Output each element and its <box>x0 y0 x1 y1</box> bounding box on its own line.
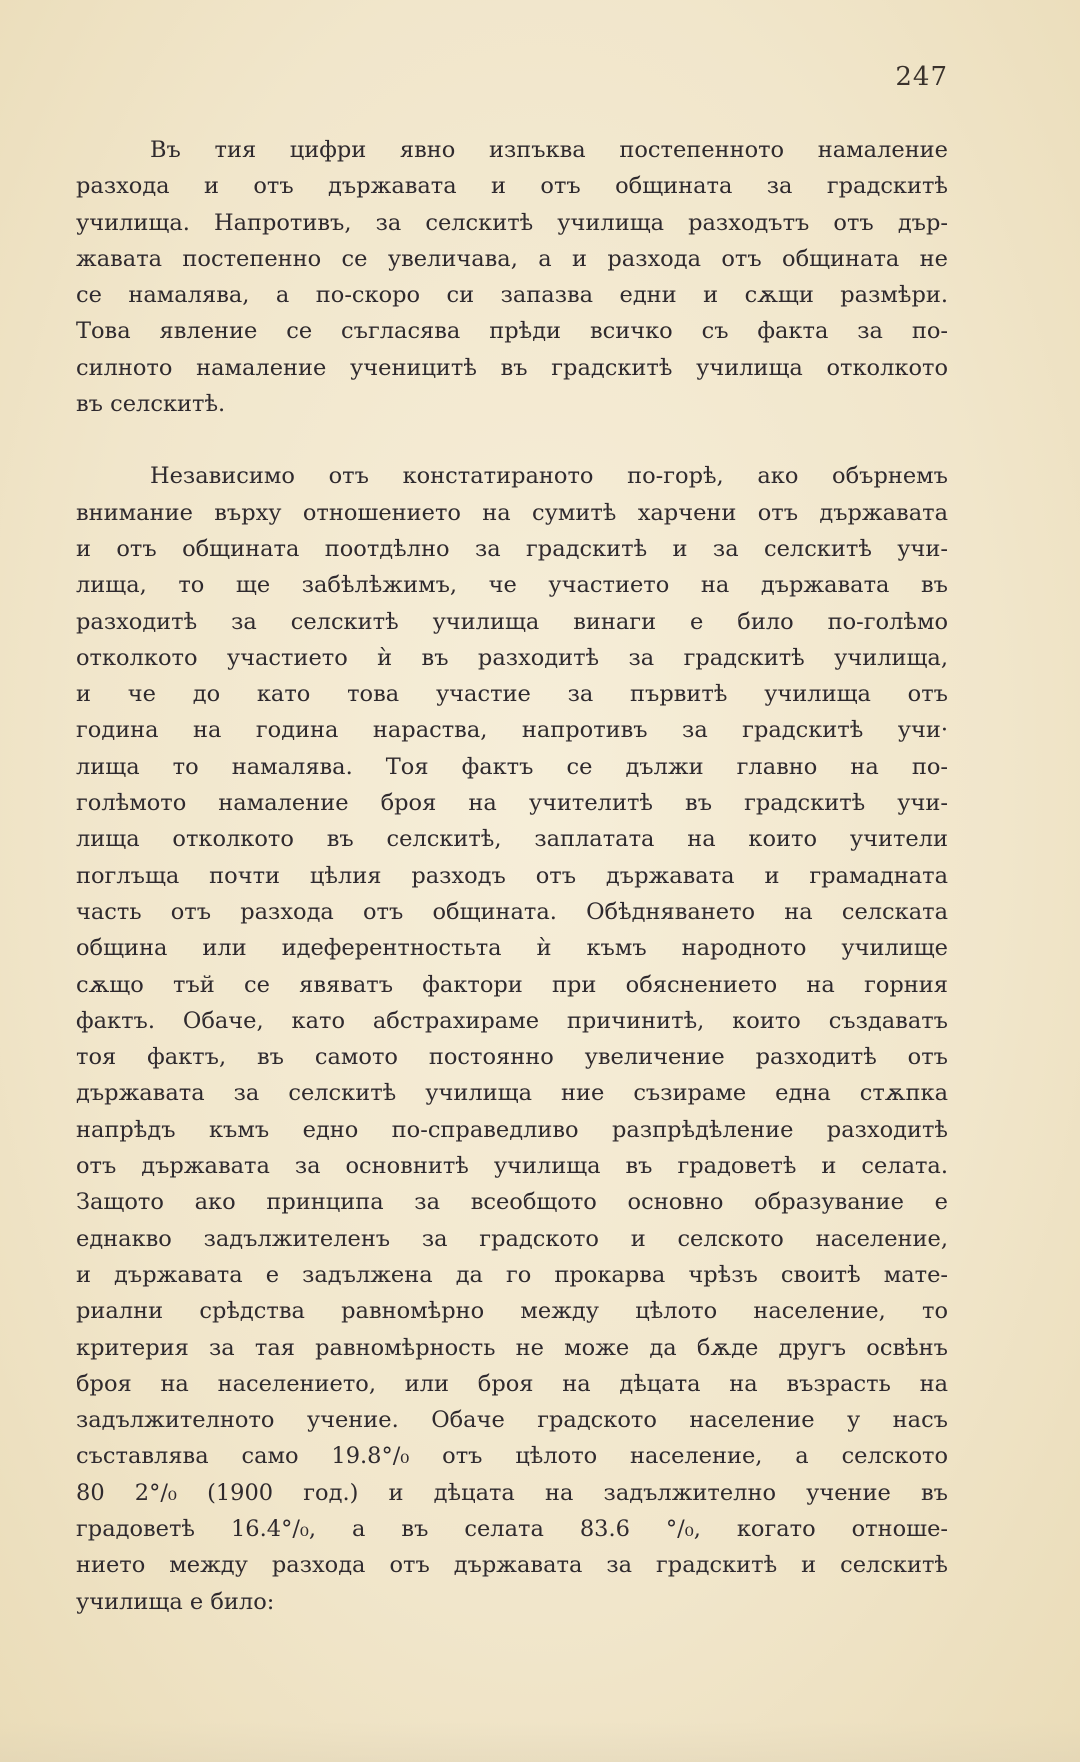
text-line: внимание върху отношението на сумитѣ харчени отъ държавата <box>76 499 948 526</box>
text-line: отколкото участието ѝ въ разходитѣ за градскитѣ училища, <box>76 644 948 671</box>
text-line: лища, то ще забѣлѣжимъ, че участието на държавата въ <box>76 572 948 599</box>
paragraph-1 <box>76 132 948 422</box>
text-line: броя на населението, или броя на дѣцата на възрасть на <box>76 1370 948 1397</box>
text-line: градоветѣ 16.4°/₀, а въ селата 83.6 °/₀, когато отноше- <box>76 1515 948 1542</box>
text-line: Въ тия цифри явно изпъква постепенното намаление <box>150 137 948 163</box>
text-line: 80 2°/₀ (1900 год.) и дѣцата на задължително учение въ <box>76 1479 948 1506</box>
text-line: Това явление се съгласява прѣди всичко съ факта за по- <box>76 318 948 345</box>
text-line: поглъща почти цѣлия разходъ отъ държавата и грамадната <box>76 862 948 889</box>
text-line: задължителното учение. Обаче градското население у насъ <box>76 1407 948 1434</box>
text-line: риални срѣдства равномѣрно между цѣлото население, то <box>76 1298 948 1325</box>
text-line: лища отколкото въ селскитѣ, заплатата на които учители <box>76 826 948 853</box>
text-line: Независимо отъ констатираното по-горѣ, ако обърнемъ <box>150 463 948 490</box>
text-line: силното намаление ученицитѣ въ градскитѣ училища отколкото <box>76 354 948 381</box>
text-line: часть отъ разхода отъ общината. Обѣдняването на селската <box>76 898 948 925</box>
text-line: училища. Напротивъ, за селскитѣ училища разходътъ отъ дър- <box>76 209 948 236</box>
text-line: училища е било: <box>76 1588 275 1615</box>
text-line: община или идеферентностьта ѝ къмъ народното училище <box>76 935 948 962</box>
text-line: разходитѣ за селскитѣ училища винаги е било по-голѣмо <box>76 608 948 635</box>
text-line: отъ държавата за основнитѣ училища въ градоветѣ и селата. <box>76 1153 948 1180</box>
text-line: разхода и отъ държавата и отъ общината за градскитѣ <box>76 173 948 200</box>
bleed-through-shadow <box>0 1722 1080 1762</box>
text-line: се намалява, а по-скоро си запазва едни и сѫщи размѣри. <box>76 282 948 309</box>
text-line: напрѣдъ къмъ едно по-справедливо разпрѣдѣление разходитѣ <box>76 1116 948 1143</box>
text-line: еднакво задължителенъ за градското и селското население, <box>76 1225 948 1252</box>
page-number: 247 <box>895 62 948 92</box>
text-line: година на година нараства, напротивъ за градскитѣ учи· <box>76 717 948 744</box>
text-line: лища то намалява. Тоя фактъ се дължи главно на по- <box>76 753 948 780</box>
text-line: критерия за тая равномѣрность не може да бѫде другъ освѣнъ <box>76 1334 948 1361</box>
text-line: голѣмото намаление броя на учителитѣ въ градскитѣ учи- <box>76 790 948 817</box>
text-line: съставлява само 19.8°/₀ отъ цѣлото население, а селското <box>76 1443 948 1470</box>
text-line: въ селскитѣ. <box>76 391 226 418</box>
text-line: нието между разхода отъ държавата за градскитѣ и селскитѣ <box>76 1552 948 1579</box>
text-line: и отъ общината поотдѣлно за градскитѣ и за селскитѣ учи- <box>76 535 948 562</box>
text-line: сѫщо тъй се явяватъ фактори при обяснението на горния <box>76 971 948 998</box>
text-line: фактъ. Обаче, като абстрахираме причинитѣ, които създаватъ <box>76 1007 948 1034</box>
text-line: и че до като това участие за първитѣ училища отъ <box>76 681 948 708</box>
text-line: жавата постепенно се увеличава, а и разхода отъ общината не <box>76 245 948 272</box>
body-text <box>76 132 948 1620</box>
text-line: и държавата е задължена да го прокарва чрѣзъ своитѣ мате- <box>76 1261 948 1288</box>
text-line: Защото ако принципа за всеобщото основно образувание е <box>76 1189 948 1216</box>
text-line: държавата за селскитѣ училища ние съзираме една стѫпка <box>76 1080 948 1107</box>
text-line: тоя фактъ, въ самото постоянно увеличение разходитѣ отъ <box>76 1044 948 1071</box>
paragraph-2 <box>76 458 948 1620</box>
